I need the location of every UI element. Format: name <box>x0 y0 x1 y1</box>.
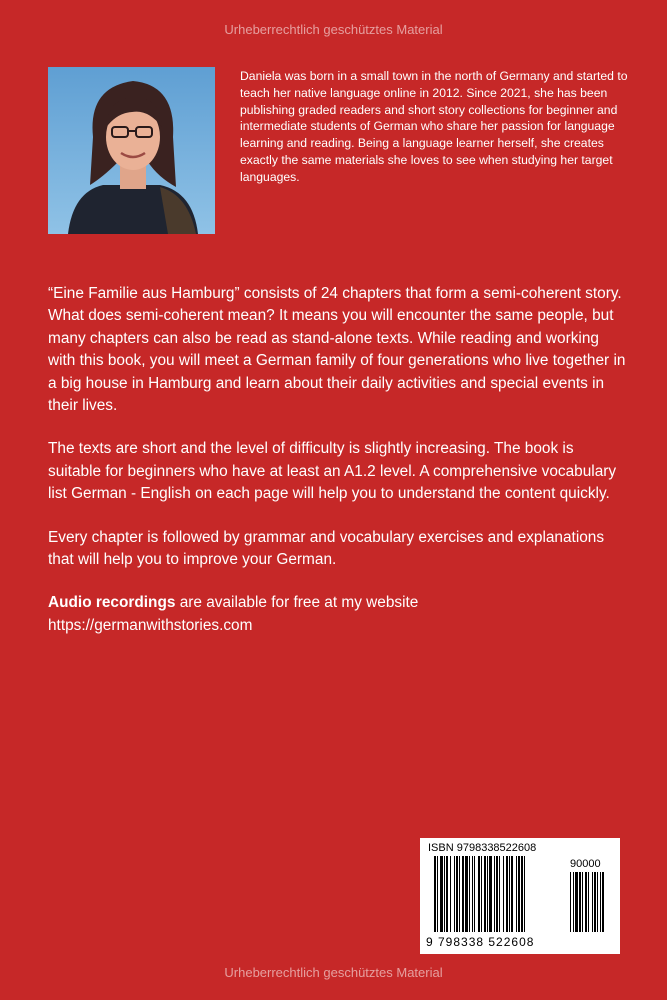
barcode-bar <box>499 856 500 932</box>
barcode-bar <box>434 856 436 932</box>
barcode-bar <box>454 856 455 932</box>
barcode-bar <box>503 856 504 932</box>
addon-bar <box>602 872 604 932</box>
addon-bar <box>585 872 587 932</box>
author-bio: Daniela was born in a small town in the north of Germany and started to teach her native language online in 2012. Since 2021, she has been publishing graded readers and short story collections for beginner and intermediate students of German who share her passion for language learning and reading. Being a language learner herself, she creates exactly the same materials she loves to see when studying her target languages. <box>240 69 628 184</box>
barcode-bar <box>511 856 513 932</box>
addon-bar <box>600 872 601 932</box>
watermark-top: Urheberrechtlich geschütztes Material <box>224 22 443 37</box>
barcode-bar <box>465 856 468 932</box>
barcode-bar <box>459 856 460 932</box>
barcode-bar <box>462 856 464 932</box>
website-link[interactable]: https://germanwithstories.com <box>48 616 253 634</box>
barcode-bar <box>506 856 508 932</box>
barcode-bar <box>450 856 451 932</box>
barcode-bar <box>521 856 523 932</box>
barcode-bar <box>446 856 448 932</box>
addon-bar <box>575 872 578 932</box>
book-description <box>48 283 628 658</box>
barcode-bar <box>437 856 438 932</box>
author-portrait-image <box>48 67 215 234</box>
barcode-bar <box>478 856 480 932</box>
barcode-bar <box>456 856 458 932</box>
addon-bar <box>573 872 574 932</box>
barcode-bar <box>472 856 473 932</box>
barcode-bar <box>444 856 445 932</box>
barcode-bar <box>489 856 492 932</box>
isbn-label: ISBN 9798338522608 <box>428 842 537 854</box>
addon-bar <box>588 872 589 932</box>
watermark-bottom: Urheberrechtlich geschütztes Material <box>224 965 443 980</box>
barcode-bar <box>496 856 498 932</box>
barcode-bar <box>474 856 475 932</box>
barcode-bar <box>518 856 520 932</box>
audio-recordings-label: Audio recordings <box>48 594 176 612</box>
price-addon-number: 90000 <box>570 858 601 870</box>
barcode-bar <box>440 856 443 932</box>
barcode-bar <box>509 856 510 932</box>
barcode-bar <box>516 856 517 932</box>
barcode-bar <box>524 856 525 932</box>
author-photo <box>48 67 215 234</box>
description-paragraph-3: Every chapter is followed by grammar and vocabulary exercises and explanations that will help you to improve your German. <box>48 528 605 569</box>
addon-bar <box>582 872 583 932</box>
barcode-bar <box>481 856 482 932</box>
ean-number: 9 798338 522608 <box>426 935 535 949</box>
barcode-bar <box>484 856 486 932</box>
description-paragraph-1: “Eine Familie aus Hamburg” consists of 24 chapters that form a semi-coherent story. What does semi-coherent mean? It means you will encounter the same people, but many chapters can also be read as stand-alone texts. While reading and working with this book, you will meet a German family of four generations who live together in a big house in Hamburg and learn about their daily activities and special events in their lives. <box>48 285 626 415</box>
isbn-barcode <box>420 838 620 954</box>
addon-bar <box>570 872 571 932</box>
barcode-bar <box>494 856 495 932</box>
barcode-bar <box>487 856 488 932</box>
audio-text: are available for free at my website <box>175 594 419 612</box>
addon-bar <box>592 872 593 932</box>
audio-paragraph <box>48 592 628 637</box>
addon-bar <box>594 872 596 932</box>
barcode-bar <box>469 856 470 932</box>
addon-bar <box>597 872 598 932</box>
addon-bar <box>579 872 581 932</box>
description-paragraph-2: The texts are short and the level of difficulty is slightly increasing. The book is suitable for beginners who have at least an A1.2 level. A comprehensive vocabulary list German - English on each page will help you to understand the content quickly. <box>48 440 617 503</box>
